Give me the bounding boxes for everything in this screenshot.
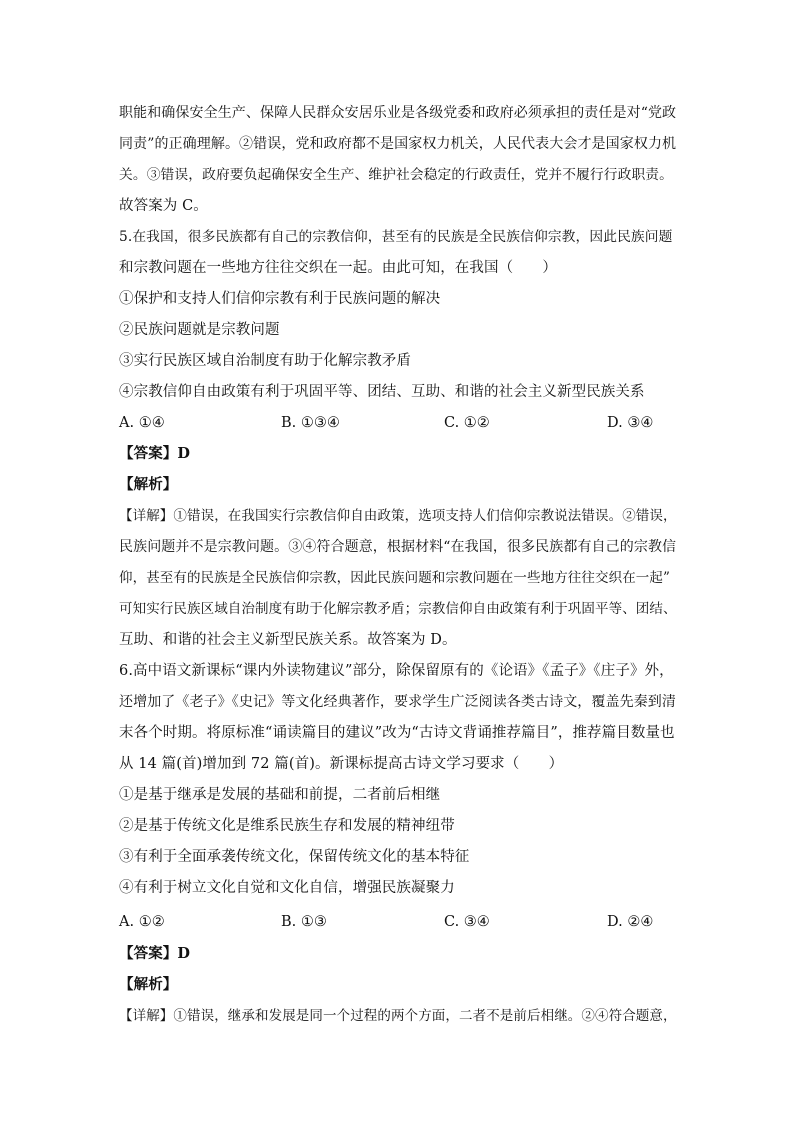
- question-6-statement: ②是基于传统文化是维系民族生存和发展的精神纽带: [119, 818, 455, 834]
- question-5-statement: ②民族问题就是宗教问题: [119, 322, 280, 338]
- question-5-statement: ③实行民族区域自治制度有助于化解宗教矛盾: [119, 353, 411, 369]
- question-5-analysis-label: 【解析】: [119, 476, 178, 493]
- question-5-detail: 民族问题并不是宗教问题。③④符合题意，根据材料“在我国，很多民族都有自己的宗教信: [119, 539, 677, 555]
- paragraph-line: 关。③错误，政府要负起确保安全生产、维护社会稳定的行政责任，党并不履行行政职责。: [119, 167, 674, 183]
- question-6-stem: 末各个时期。将原标准“诵读篇目的建议”改为“古诗文背诵推荐篇目”，推荐篇目数量也: [119, 725, 675, 741]
- question-6-stem: 还增加了《老子》《史记》等文化经典著作，要求学生广泛阅读各类古诗文，覆盖先秦到清: [119, 694, 676, 710]
- question-5-answer: 【答案】D: [119, 445, 191, 462]
- question-6-answer: 【答案】D: [119, 945, 191, 962]
- question-6-stem: 从 14 篇(首)增加到 72 篇(首)。新课标提高古诗文学习要求（ ）: [119, 756, 564, 772]
- question-6-statement: ③有利于全面承袭传统文化，保留传统文化的基本特征: [119, 849, 470, 865]
- option-d: D. ③④: [607, 415, 654, 431]
- paragraph-line: 故答案为 C。: [119, 198, 208, 214]
- question-5-stem: 5.在我国，很多民族都有自己的宗教信仰，甚至有的民族是全民族信仰宗教，因此民族问题: [119, 229, 673, 245]
- question-5-detail: 互助、和谐的社会主义新型民族关系。故答案为 D。: [119, 632, 457, 648]
- option-a: A. ①④: [119, 415, 165, 431]
- paragraph-line: 同责”的正确理解。②错误，党和政府都不是国家权力机关，人民代表大会才是国家权力机: [119, 136, 677, 152]
- question-5-statement: ①保护和支持人们信仰宗教有利于民族问题的解决: [119, 291, 441, 307]
- question-5-stem: 和宗教问题在一些地方往往交织在一起。由此可知，在我国（ ）: [119, 260, 557, 276]
- option-c: C. ③④: [444, 914, 490, 930]
- question-5-detail: 仰，甚至有的民族是全民族信仰宗教，因此民族问题和宗教问题在一些地方往往交织在一起”: [119, 570, 670, 586]
- paragraph-line: 职能和确保安全生产、保障人民群众安居乐业是各级党委和政府必须承担的责任是对“党政: [119, 105, 677, 121]
- option-d: D. ②④: [607, 914, 654, 930]
- option-c: C. ①②: [444, 415, 490, 431]
- question-5-detail: 【详解】①错误，在我国实行宗教信仰自由政策，选项支持人们信仰宗教说法错误。②错误，: [119, 508, 677, 524]
- option-b: B. ①③: [281, 914, 327, 930]
- question-6-analysis-label: 【解析】: [119, 976, 178, 993]
- question-6-stem: 6.高中语文新课标“课内外读物建议”部分，除保留原有的《论语》《孟子》《庄子》外，: [119, 663, 674, 679]
- question-5-statement: ④宗教信仰自由政策有利于巩固平等、团结、互助、和谐的社会主义新型民族关系: [119, 384, 645, 400]
- option-a: A. ①②: [119, 914, 165, 930]
- question-6-detail: 【详解】①错误，继承和发展是同一个过程的两个方面，二者不是前后相继。②④符合题意，: [119, 1008, 677, 1024]
- question-6-statement: ④有利于树立文化自觉和文化自信，增强民族凝聚力: [119, 880, 455, 896]
- option-b: B. ①③④: [281, 415, 340, 431]
- question-6-options: [119, 912, 679, 932]
- question-5-options: [119, 413, 679, 433]
- question-6-statement: ①是基于继承是发展的基础和前提，二者前后相继: [119, 787, 441, 803]
- question-5-detail: 可知实行民族区域自治制度有助于化解宗教矛盾；宗教信仰自由政策有利于巩固平等、团结、: [119, 601, 677, 617]
